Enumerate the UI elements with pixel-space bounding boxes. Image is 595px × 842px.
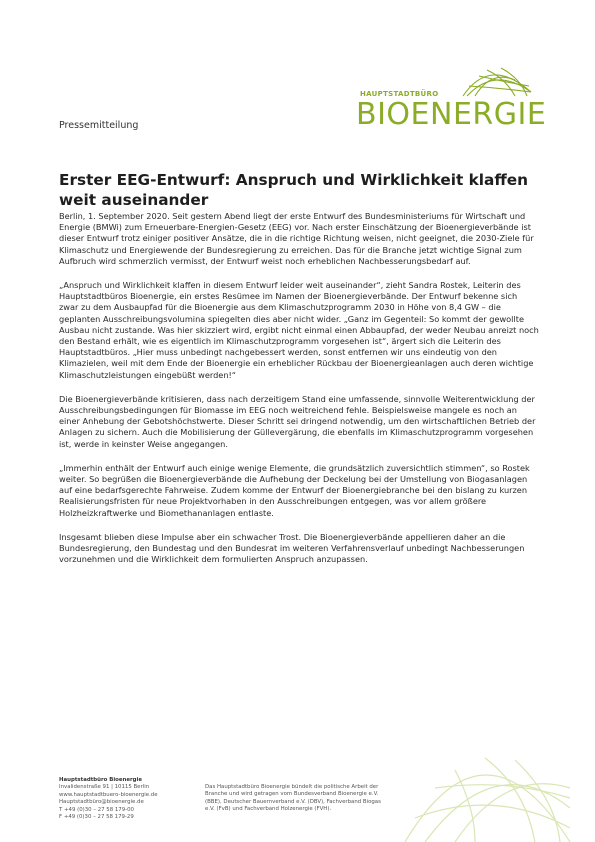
logo-wordmark: BIOENERGIE [356,97,547,132]
page-title: Erster EEG-Entwurf: Anspruch und Wirklichkeit klaffen weit auseinander [59,171,529,209]
article-body [59,211,539,578]
footer-description: Das Hauptstadtbüro Bioenergie bündelt die politische Arbeit der Branche und wird getragen vom Bundesverband Bioenergie e.V. (BBE), Deutscher Bauernverband e.V. (DBV), Fachverband Biogas e.V. (FvB) und Fachverband Holzenergie (FVH). [205,784,381,813]
footer-phone: T +49 (0)30 – 27 58 179-00 [59,806,134,813]
footer-address: Invalidenstraße 91 | 10115 Berlin [59,784,150,791]
paragraph: Insgesamt blieben diese Impulse aber ein schwacher Trost. Die Bioenergieverbände appellieren daher an die Bundesregierung, den Bundestag und den Bundesrat im weiteren Verfahrensverlauf unbedingt Nachbesserungen vorzunehmen und die Wirklichkeit dem formulierten Anspruch anzupassen. [59,531,525,565]
logo-small-text: HAUPTSTADTBÜRO [360,90,439,98]
footer-fax: F +49 (0)30 – 27 58 179-29 [59,814,134,821]
footer-contact [59,777,189,821]
paragraph: „Immerhin enthält der Entwurf auch einige wenige Elemente, die grundsätzlich zuversichtlich stimmen“, so Rostek weiter. So begrüßen die Bioenergieverbände die Aufhebung der Deckelung bei der Umstellung von Biogasanlagen auf eine bedarfsgerechte Fahrweise. Zudem komme der Entwurf der Bioenergiebranche bei den bislang zu kurzen Realisierungsfristen für neue Projektvorhaben in den Ausschreibungen entgegen, was vor allem größere Holzheizkraftwerke und Biomethananlagen entlaste. [59,462,530,518]
document-kicker: Pressemitteilung [59,120,139,131]
logo [355,62,547,134]
paragraph: „Anspruch und Wirklichkeit klaffen in diesem Entwurf leider weit auseinander“, zieht Sandra Rostek, Leiterin des Hauptstadtbüros Bioenergie, ein erstes Resümee im Namen der Bioenergieverbände. Der Entwurf bekenne sich zwar zu dem Ausbaupfad für die Bioenergie aus dem Klimaschutzprogramm 2030 in Höhe von 8,4 GW – die geplanten Ausschreibungsvolumina spiegelten dies aber nicht wider. „Ganz im Gegenteil: So kommt der gewollte Ausbau nicht zustande. Was hier skizziert wird, ergibt nicht einmal einen Abbaupfad, der weder Neubau anreizt noch den Bestand erhält, wie es eigentlich im Klimaschutzprogramm vorgesehen ist“, ärgert sich die Leiterin des Hauptstadtbüros. „Hier muss unbedingt nachgebessert werden, sonst entfernen wir uns eindeutig von den Klimazielen, weil mit dem Ende der Bioenergie ein erheblicher Rückbau der Bioenergieanlagen auch deren wichtige Klimaschutzleistungen eingebüßt werden!“ [59,280,539,380]
globe-watermark-icon [395,748,575,842]
footer-email-link[interactable]: Hauptstadtbüro@bioenergie.de [59,799,144,806]
footer-website-link[interactable]: www.hauptstadtbuero-bioenergie.de [59,791,158,798]
paragraph: Die Bioenergieverbände kritisieren, dass nach derzeitigem Stand eine umfassende, sinnvolle Weiterentwicklung der Ausschreibungsbedingungen für Biomasse im EEG noch weitreichend fehle. Beispielsweise mangele es noch an einer Anhebung der Gebotshöchstwerte. Dieser Schritt sei dringend notwendig, um den wirtschaftlichen Betrieb der Anlagen zu sichern. Auch die Mobilisierung der Güllevergärung, die ebenfalls im Klimaschutzprogramm vorgesehen ist, werde in keinster Weise angegangen. [59,393,536,449]
paragraph: Berlin, 1. September 2020. Seit gestern Abend liegt der erste Entwurf des Bundesministeriums für Wirtschaft und Energie (BMWi) zum Erneuerbare-Energien-Gesetz (EEG) vor. Nach erster Einschätzung der Bioenergieverbände ist dieser Entwurf trotz einiger positiver Ansätze, die in die richtige Richtung weisen, nicht geeignet, die 2030-Ziele für Klimaschutz und Energiewende der Bundesregierung zu erreichen. Das für die Branche jetzt wichtige Signal zum Aufbruch wird schmerzlich vermisst, der Entwurf weist noch erheblichen Nachbesserungsbedarf auf. [59,211,534,266]
footer-org-name: Hauptstadtbüro Bioenergie [59,777,143,783]
